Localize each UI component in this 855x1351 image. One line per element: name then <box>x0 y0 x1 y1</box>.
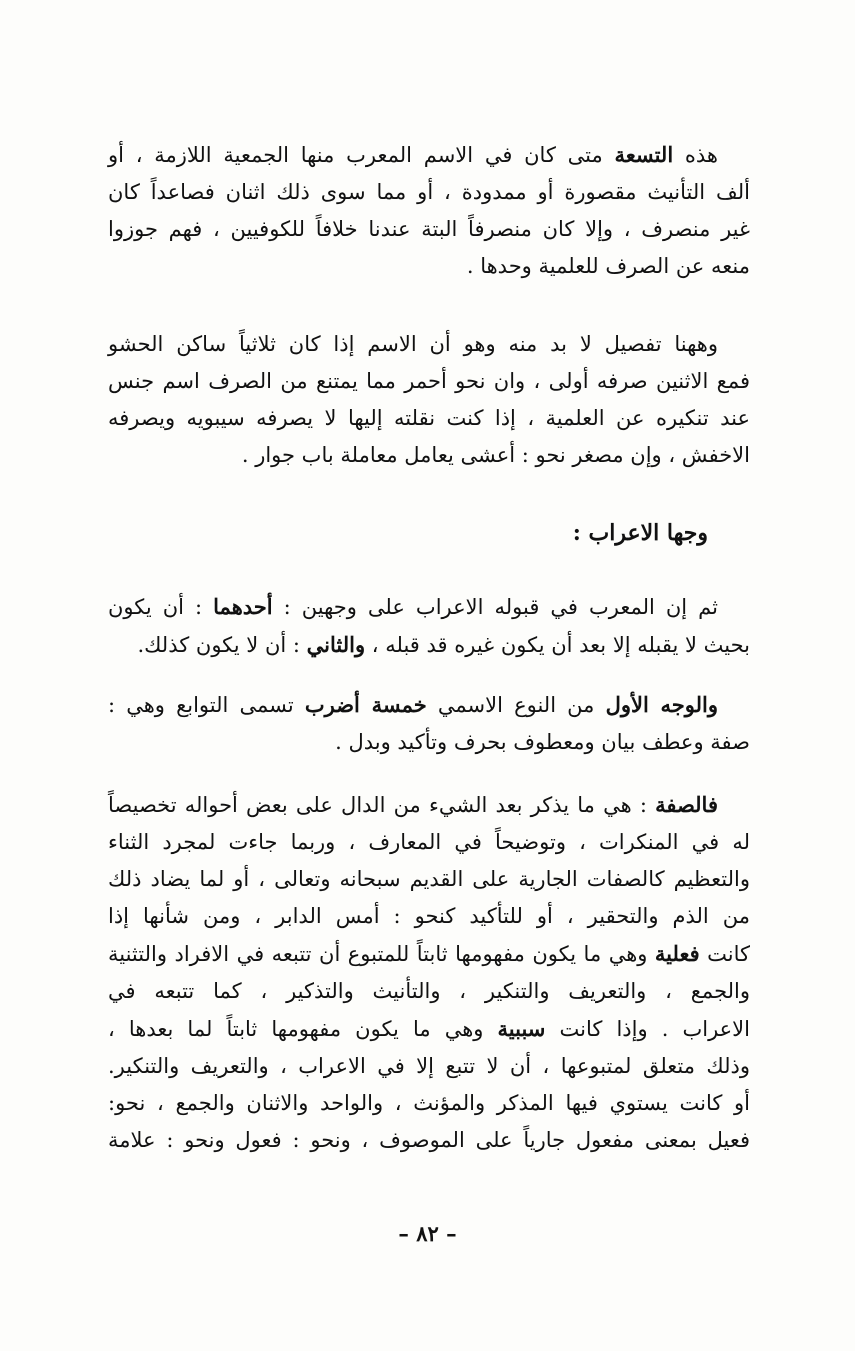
paragraph-line: الاخفش ، وإن مصغر نحو : أعشى يعامل معاملة باب جوار . <box>241 443 750 467</box>
paragraph-line: أو كانت يستوي فيها المذكر والمؤنث ، والواحد والاثنان والجمع ، نحو: <box>108 1091 750 1115</box>
emphasis-text: أحدهما <box>213 594 273 619</box>
paragraph-line: كانت فعلية وهي ما يكون مفهومها ثابتاً للمتبوع أن تتبعه في الافراد والتثنية <box>108 941 750 966</box>
paragraph-line: غير منصرف ، وإلا كان منصرفاً البتة عندنا خلافاً للكوفيين ، فهم جوزوا <box>108 217 750 241</box>
emphasis-text: التسعة <box>614 142 674 167</box>
paragraph-2 <box>108 326 750 474</box>
paragraph-line: وههنا تفصيل لا بد منه وهو أن الاسم إذا كان ثلاثياً ساكن الحشو <box>108 332 718 356</box>
paragraph-line: صفة وعطف بيان ومعطوف بحرف وتأكيد وبدل . <box>335 730 750 754</box>
paragraph-line: هذه التسعة متى كان في الاسم المعرب منها الجمعية اللازمة ، أو <box>108 142 718 167</box>
paragraph-line: من الذم والتحقير ، أو للتأكيد كنحو : أمس الدابر ، ومن شأنها إذا <box>108 904 750 928</box>
paragraph-4 <box>108 686 750 761</box>
emphasis-text: سببية <box>497 1016 546 1041</box>
emphasis-text: فعلية <box>654 941 700 966</box>
paragraph-line: ثم إن المعرب في قبوله الاعراب على وجهين : أحدهما : أن يكون <box>108 594 718 619</box>
page-number: – ٨٢ – <box>398 1221 457 1246</box>
emphasis-text: والثاني <box>306 632 366 657</box>
paragraph-line: ألف التأنيث مقصورة أو ممدودة ، أو مما سوى ذلك اثنان فصاعداً كان <box>108 180 750 204</box>
emphasis-text: والوجه الأول <box>605 692 719 717</box>
paragraph-line: وذلك متعلق لمتبوعها ، أن لا تتبع إلا في الاعراب ، والتعريف والتنكير. <box>108 1054 750 1078</box>
section-heading: وجها الاعراب : <box>572 520 708 546</box>
paragraph-1 <box>108 136 750 285</box>
paragraph-line: فعيل بمعنى مفعول جارياً على الموصوف ، ونحو : فعول ونحو : علامة <box>108 1128 750 1152</box>
paragraph-3 <box>108 588 750 664</box>
paragraph-line: فمع الاثنين صرفه أولى ، وان نحو أحمر مما يمتنع من الصرف اسم جنس <box>108 369 750 393</box>
paragraph-line: له في المنكرات ، وتوضيحاً في المعارف ، وربما جاءت لمجرد الثناء <box>108 830 750 854</box>
paragraph-line: الاعراب . وإذا كانت سببية وهي ما يكون مفهومها ثابتاً لما بعدها ، <box>108 1016 750 1041</box>
paragraph-line: والوجه الأول من النوع الاسمي خمسة أضرب تسمى التوابع وهي : <box>108 692 719 717</box>
paragraph-line: والجمع ، والتعريف والتنكير ، والتأنيث والتذكير ، كما تتبعه في <box>108 979 750 1003</box>
emphasis-text: خمسة أضرب <box>304 692 427 717</box>
paragraph-line: والتعظيم كالصفات الجارية على القديم سبحانه وتعالى ، أو لما يضاد ذلك <box>108 867 750 891</box>
emphasis-text: فالصفة <box>655 792 718 817</box>
paragraph-line: عند تنكيره عن العلمية ، إذا كنت نقلته إليها لا يصرفه سيبويه ويصرفه <box>108 406 750 430</box>
paragraph-line: فالصفة : هي ما يذكر بعد الشيء من الدال على بعض أحواله تخصيصاً <box>108 792 718 817</box>
paragraph-line: منعه عن الصرف للعلمية وحدها . <box>466 254 750 278</box>
paragraph-5 <box>108 786 750 1159</box>
paragraph-line: بحيث لا يقبله إلا بعد أن يكون غيره قد قبله ، والثاني : أن لا يكون كذلك. <box>137 632 750 657</box>
